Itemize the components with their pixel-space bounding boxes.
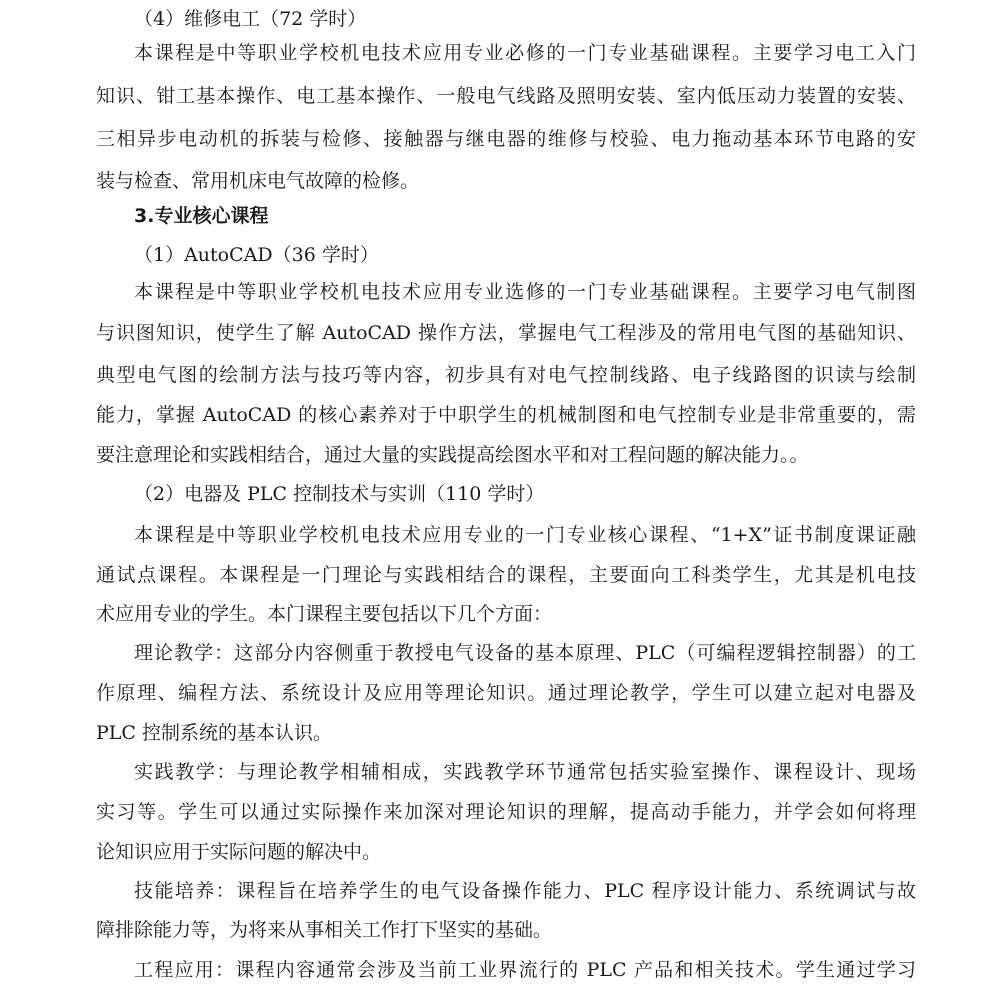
paragraph-line: 理论教学：这部分内容侧重于教授电气设备的基本原理、PLC（可编程逻辑控制器）的工 (134, 642, 916, 664)
paragraph-line: 技能培养：课程旨在培养学生的电气设备操作能力、PLC 程序设计能力、系统调试与故 (134, 880, 916, 902)
paragraph-line: 实践教学：与理论教学相辅相成，实践教学环节通常包括实验室操作、课程设计、现场 (134, 761, 916, 783)
paragraph-line: 典型电气图的绘制方法与技巧等内容，初步具有对电气控制线路、电子线路图的识读与绘制 (96, 364, 916, 386)
paragraph-line: PLC 控制系统的基本认识。 (96, 722, 332, 744)
paragraph-line: 论知识应用于实际问题的解决中。 (96, 841, 382, 863)
paragraph-line: 能力，掌握 AutoCAD 的核心素养对于中职学生的机械制图和电气控制专业是非常重要的，需 (96, 404, 916, 426)
paragraph-line: 知识、钳工基本操作、电工基本操作、一般电气线路及照明安装、室内低压动力装置的安装、 (96, 85, 916, 107)
paragraph-line: 本课程是中等职业学校机电技术应用专业选修的一门专业基础课程。主要学习电气制图 (134, 281, 916, 303)
subsection-heading-plc: （2）电器及 PLC 控制技术与实训（110 学时） (134, 483, 545, 505)
paragraph-line: 障排除能力等，为将来从事相关工作打下坚实的基础。 (96, 919, 553, 941)
paragraph-line: 本课程是中等职业学校机电技术应用专业必修的一门专业基础课程。主要学习电工入门 (134, 42, 916, 64)
paragraph-line: 三相异步电动机的拆装与检修、接触器与继电器的维修与校验、电力拖动基本环节电路的安 (96, 128, 916, 150)
paragraph-line: 本课程是中等职业学校机电技术应用专业的一门专业核心课程、“1+X”证书制度课证融 (134, 524, 916, 546)
subsection-heading-autocad: （1）AutoCAD（36 学时） (134, 244, 379, 266)
paragraph-line: 作原理、编程方法、系统设计及应用等理论知识。通过理论教学，学生可以建立起对电器及 (96, 682, 916, 704)
paragraph-line: 装与检查、常用机床电气故障的检修。 (96, 170, 420, 192)
paragraph-line: 通试点课程。本课程是一门理论与实践相结合的课程，主要面向工科类学生，尤其是机电技 (96, 564, 916, 586)
paragraph-line: 实习等。学生可以通过实际操作来加深对理论知识的理解，提高动手能力，并学会如何将理 (96, 801, 916, 823)
paragraph-line: 工程应用：课程内容通常会涉及当前工业界流行的 PLC 产品和相关技术。学生通过学习 (134, 959, 916, 981)
subsection-heading-maintenance-electrician: （4）维修电工（72 学时） (134, 8, 367, 30)
paragraph-line: 要注意理论和实践相结合，通过大量的实践提高绘图水平和对工程问题的解决能力。。 (96, 444, 809, 466)
section-heading-core-courses: 3.专业核心课程 (134, 205, 269, 227)
paragraph-line: 与识图知识，使学生了解 AutoCAD 操作方法，掌握电气工程涉及的常用电气图的基础知识、 (96, 322, 916, 344)
paragraph-line: 术应用专业的学生。本门课程主要包括以下几个方面： (96, 603, 553, 625)
